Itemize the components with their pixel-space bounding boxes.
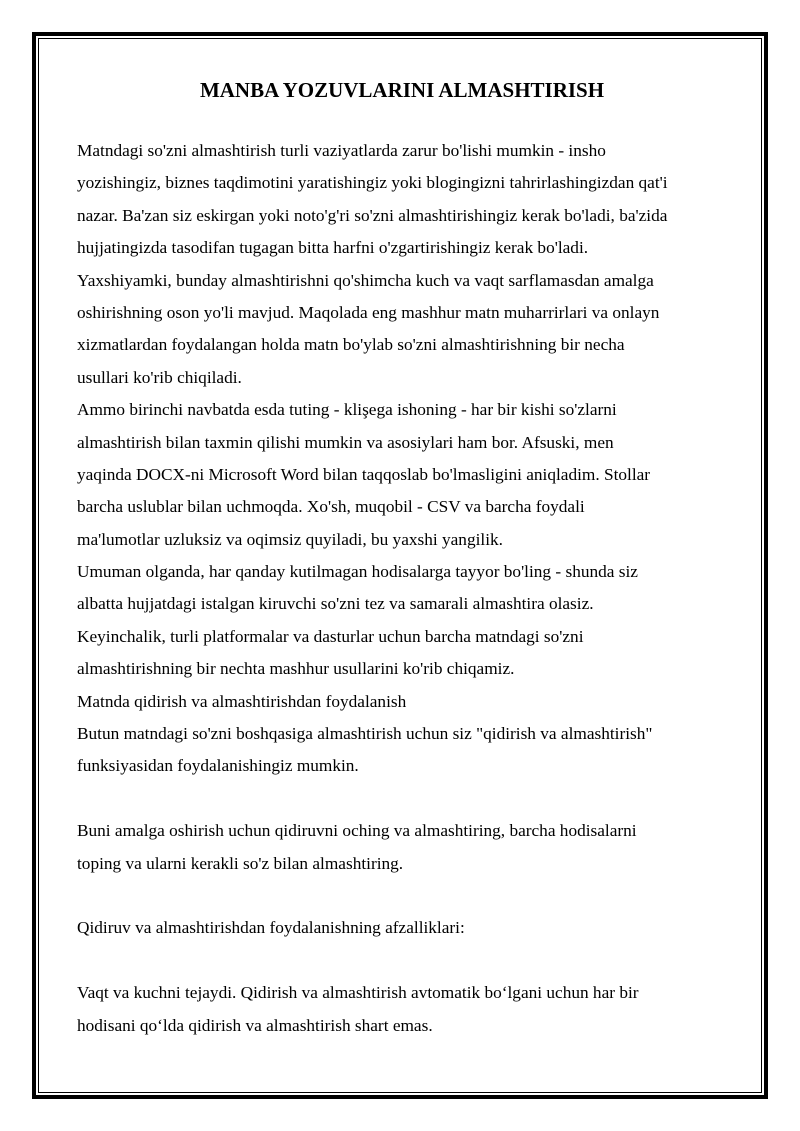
blank-line (77, 783, 727, 815)
text-line: Keyinchalik, turli platformalar va dasturlar uchun barcha matndagi so'zni (77, 626, 584, 646)
blank-line (77, 945, 727, 977)
text-line: funksiyasidan foydalanishingiz mumkin. (77, 756, 359, 776)
text-line: Yaxshiyamki, bunday almashtirishni qo'shimcha kuch va vaqt sarflamasdan amalga (77, 270, 654, 290)
text-line: almashtirishning bir nechta mashhur usullarini ko'rib chiqamiz. (77, 659, 515, 679)
section-heading-line: Matnda qidirish va almashtirishdan foydalanish (77, 691, 407, 711)
text-line: Butun matndagi so'zni boshqasiga almashtirish uchun siz "qidirish va almashtirish" (77, 724, 653, 744)
text-line: Ammo birinchi navbatda esda tuting - klişega ishoning - har bir kishi so'zlarni (77, 400, 617, 420)
document-title: MANBA YOZUVLARINI ALMASHTIRISH (199, 78, 605, 102)
text-line: Matndagi so'zni almashtirish turli vaziyatlarda zarur bo'lishi mumkin - insho (77, 141, 606, 160)
text-line: Umuman olganda, har qanday kutilmagan hodisalarga tayyor bo'ling - shunda siz (77, 562, 638, 582)
document-page (77, 72, 727, 1042)
text-line: albatta hujjatdagi istalgan kiruvchi so'zni tez va samarali almashtira olasiz. (77, 594, 594, 614)
text-line: barcha uslublar bilan uchmoqda. Xo'sh, muqobil - CSV va barcha foydali (77, 497, 585, 517)
text-line: oshirishning oson yo'li mavjud. Maqolada eng mashhur matn muharrirlari va onlayn (77, 302, 660, 322)
text-line: toping va ularni kerakli so'z bilan almashtiring. (77, 853, 404, 873)
text-line: usullari ko'rib chiqiladi. (77, 367, 242, 387)
text-line: Buni amalga oshirish uchun qidiruvni oching va almashtiring, barcha hodisalarni (77, 821, 637, 841)
text-line: ma'lumotlar uzluksiz va oqimsiz quyiladi, bu yaxshi yangilik. (77, 529, 503, 549)
blank-line (77, 880, 727, 912)
text-line: almashtirish bilan taxmin qilishi mumkin va asosiylari ham bor. Afsuski, men (77, 432, 614, 452)
document-body (77, 135, 727, 1042)
text-line: Vaqt va kuchni tejaydi. Qidirish va almashtirish avtomatik bo‘lgani uchun har bir (77, 983, 639, 1003)
text-line: nazar. Ba'zan siz eskirgan yoki noto'g'ri so'zni almashtirishingiz kerak bo'ladi, ba'zida (77, 205, 668, 225)
text-line: yozishingiz, biznes taqdimotini yaratishingiz yoki blogingizni tahrirlashingizdan qat'i (77, 173, 668, 193)
text-line: hujjatingizda tasodifan tugagan bitta harfni o'zgartirishingiz kerak bo'ladi. (77, 238, 589, 258)
text-line: yaqinda DOCX-ni Microsoft Word bilan taqqoslab bo'lmasligini aniqladim. Stollar (77, 464, 651, 484)
text-line: xizmatlardan foydalangan holda matn bo'ylab so'zni almashtirishning bir necha (77, 335, 625, 355)
text-line: hodisani qo‘lda qidirish va almashtirish shart emas. (77, 1015, 433, 1035)
text-line: Qidiruv va almashtirishdan foydalanishning afzalliklari: (77, 918, 465, 938)
